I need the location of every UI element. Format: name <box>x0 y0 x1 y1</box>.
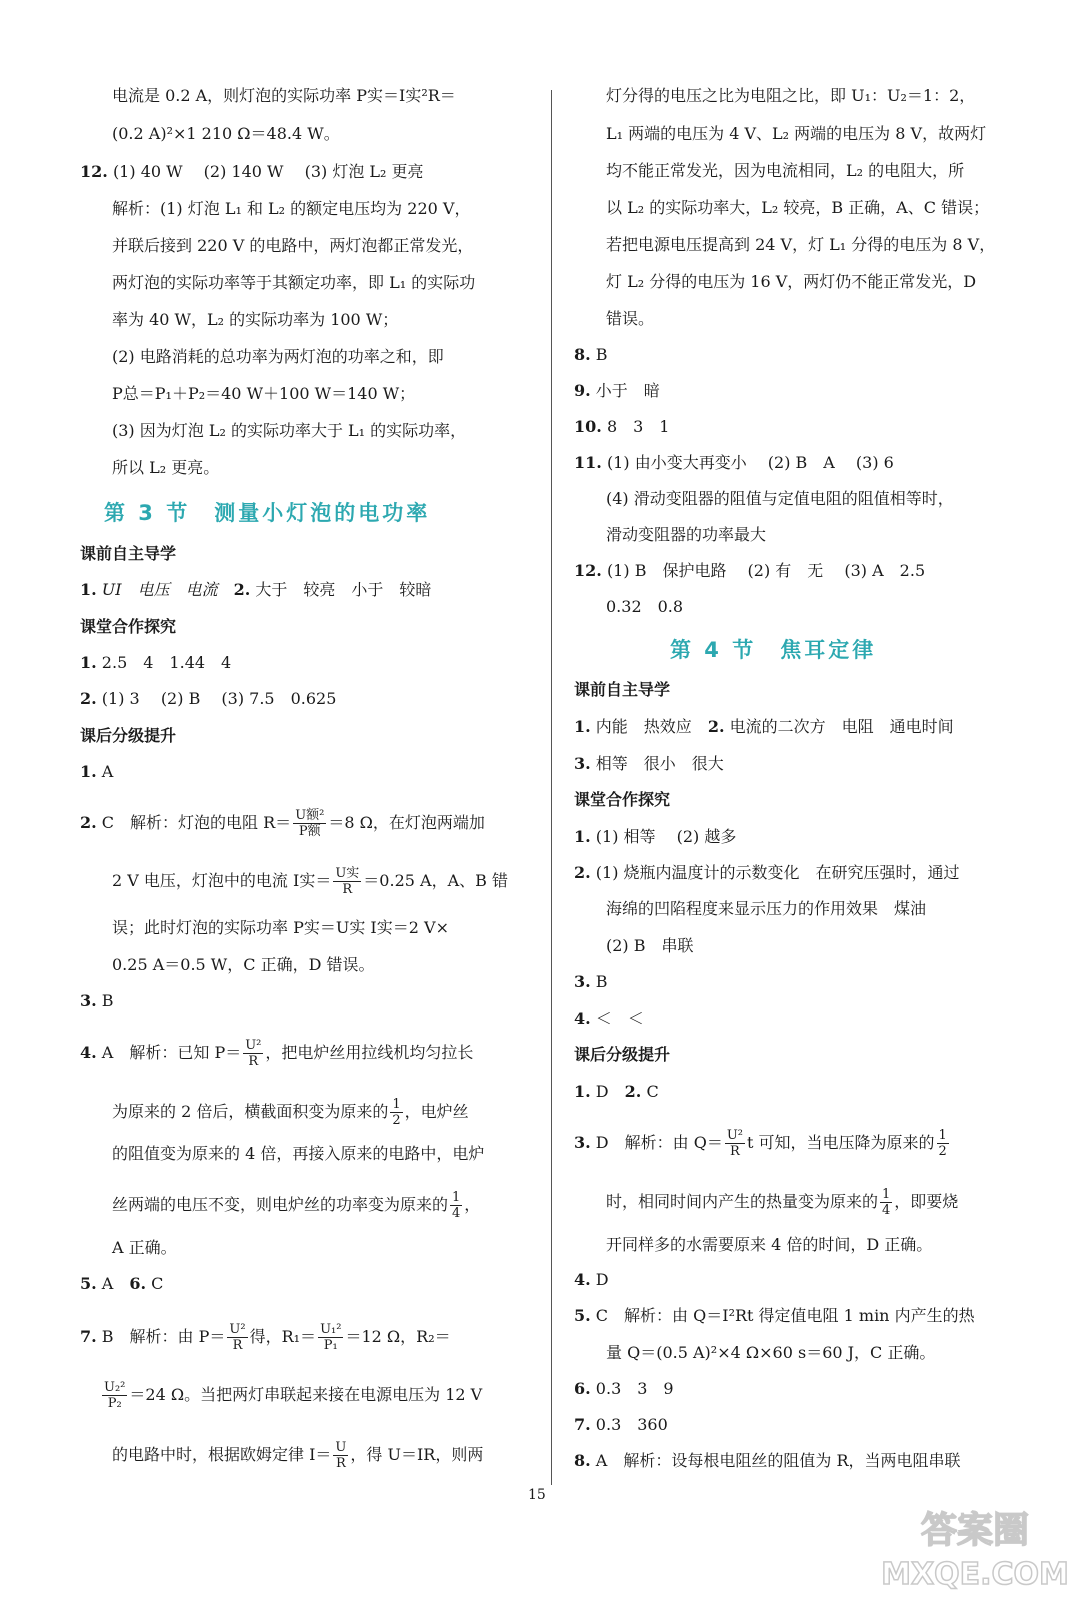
answer-line: 4. ＜ ＜ <box>574 1009 644 1028</box>
answer-line: 7. 0.3 360 <box>574 1415 668 1434</box>
answer-line: 12. (1) B 保护电路 (2) 有 无 (3) A 2.5 <box>574 561 926 580</box>
item-number: 12. <box>574 561 602 580</box>
answer-line: 8. A 解析：设每根电阻丝的阻值为 R，当两电阻串联 <box>574 1451 961 1470</box>
section-title-3: 第 3 节 测量小灯泡的电功率 <box>104 501 431 525</box>
item-number: 1. <box>80 580 97 599</box>
fraction: $\frac{\text{U额²}}{\text{P额}}$ <box>295 808 325 839</box>
subsection-heading: 课前自主导学 <box>574 680 671 699</box>
answer-line <box>80 991 114 1011</box>
answer-item-3: 3. D 解析：由 Q＝ $\frac{\text{U²}}{R}$ t 可知，当电压降为原来的 $\frac{1}{2}$ <box>574 1128 947 1159</box>
subsection-heading: 课后分级提升 <box>574 1045 671 1064</box>
item-number: 9. <box>574 381 591 400</box>
text-line: 0.32 0.8 <box>606 597 684 616</box>
answer-line: 5. A 6. C <box>80 1274 164 1293</box>
fraction: $\frac{\text{U₁²}}{\text{P₁}}$ <box>320 1322 342 1353</box>
text-line: 灯 L₂ 分得的电压为 16 V，两灯仍不能正常发光，D <box>606 272 977 291</box>
text-line: 以 L₂ 的实际功率大，L₂ 较亮，B 正确，A、C 错误； <box>606 198 990 217</box>
text-line: L₁ 两端的电压为 4 V、L₂ 两端的电压为 8 V，故两灯 <box>606 124 987 143</box>
text-line: 灯分得的电压之比为电阻之比，即 U₁：U₂＝1：2， <box>606 86 976 105</box>
item-number: 8. <box>574 345 591 364</box>
text-line: (1) 40 W (2) 140 W (3) 灯泡 L₂ 更亮 <box>112 162 424 181</box>
item-number: 4. <box>574 1009 591 1028</box>
text-line: 并联后接到 220 V 的电路中，两灯泡都正常发光， <box>112 236 474 255</box>
item-number: 1. <box>574 827 591 846</box>
text-line: 的电路中时，根据欧姆定律 I＝ $\frac{U}{R}$ ，得 U＝IR，则两 <box>112 1440 484 1471</box>
item-number: 2. <box>80 813 97 832</box>
answer-text: 大于 较亮 小于 较暗 <box>255 580 432 599</box>
column-divider <box>551 90 552 1485</box>
item-number: 6. <box>129 1274 147 1293</box>
text-line: 所以 L₂ 更亮。 <box>112 458 220 477</box>
answer-line: 5. C 解析：由 Q＝I²Rt 得定值电阻 1 min 内产生的热 <box>574 1306 975 1325</box>
answer-item-2 <box>80 808 485 839</box>
answer-text: B <box>101 991 114 1010</box>
fraction: $\frac{\text{U₂²}}{\text{P₂}}$ <box>104 1380 126 1411</box>
answer-line <box>80 580 431 600</box>
item-number: 8. <box>574 1451 591 1470</box>
answer-line: 1. 内能 热效应 2. 电流的二次方 电阻 通电时间 <box>574 717 954 736</box>
answer-line: 3. B <box>574 972 608 991</box>
page-number: 15 <box>528 1487 546 1503</box>
text-line: (4) 滑动变阻器的阻值与定值电阻的阻值相等时， <box>606 489 954 508</box>
item-number: 2. <box>707 717 725 736</box>
item-number: 3. <box>574 1133 591 1152</box>
fraction: $\frac{1}{2}$ <box>938 1128 947 1159</box>
fraction: $\frac{\text{U²}}{R}$ <box>229 1322 246 1353</box>
fraction: $\frac{1}{2}$ <box>392 1097 401 1128</box>
item-number: 2. <box>80 689 97 708</box>
answer-text: (1) 3 (2) B (3) 7.5 0.625 <box>101 689 337 708</box>
fraction: $\frac{\text{U²}}{R}$ <box>245 1038 262 1069</box>
item-number: 12. <box>80 162 108 181</box>
fraction: $\frac{1}{4}$ <box>452 1190 461 1221</box>
item-number: 3. <box>574 754 591 773</box>
item-number: 2. <box>574 863 591 882</box>
fraction: $\frac{U}{R}$ <box>335 1440 347 1471</box>
fraction: $\frac{\text{U实}}{R}$ <box>335 866 360 897</box>
answer-text: A <box>101 762 114 781</box>
item-number: 4. <box>574 1270 591 1289</box>
item-number: 2. <box>624 1082 642 1101</box>
watermark-text: 答案圈 <box>920 1510 1030 1551</box>
answer-item-12 <box>80 162 424 182</box>
item-number: 1. <box>574 1082 591 1101</box>
answer-text: UI 电压 电流 <box>101 580 234 599</box>
item-number: 10. <box>574 417 602 436</box>
answer-line: 10. 8 3 1 <box>574 417 670 436</box>
answer-line: 2. (1) 烧瓶内温度计的示数变化 在研究压强时，通过 <box>574 863 960 882</box>
item-number: 3. <box>80 991 97 1010</box>
text-line: 若把电源电压提高到 24 V，灯 L₁ 分得的电压为 8 V， <box>606 235 996 254</box>
text-line: 两灯泡的实际功率等于其额定功率，即 L₁ 的实际功 <box>112 273 476 292</box>
item-number: 4. <box>80 1043 97 1062</box>
item-number: 1. <box>80 762 97 781</box>
answer-line: 9. 小于 暗 <box>574 381 660 400</box>
text-line: (2) B 串联 <box>606 936 694 955</box>
text-line: 率为 40 W，L₂ 的实际功率为 100 W； <box>112 310 399 329</box>
text-line: (2) 电路消耗的总功率为两灯泡的功率之和，即 <box>112 347 444 366</box>
text-line: 丝两端的电压不变，则电炉丝的功率变为原来的 $\frac{1}{4}$ ， <box>112 1190 481 1221</box>
answer-line: 8. B <box>574 345 608 364</box>
item-number: 1. <box>80 653 97 672</box>
text-line: 滑动变阻器的功率最大 <box>606 525 767 544</box>
item-number: 2. <box>233 580 251 599</box>
text-line: 开同样多的水需要原来 4 倍的时间，D 正确。 <box>606 1235 933 1254</box>
text-line: 2 V 电压，灯泡中的电流 I实＝ $\frac{\text{U实}}{R}$ ＝0.25 A，A、B 错 <box>112 866 508 897</box>
subsection-heading: 课前自主导学 <box>80 544 177 563</box>
answer-text: C 解析：灯泡的电阻 R＝ <box>101 813 292 832</box>
fraction: $\frac{\text{U²}}{R}$ <box>726 1128 744 1159</box>
text-line: 均不能正常发光，因为电流相同，L₂ 的电阻大，所 <box>606 161 965 180</box>
section-title-4: 第 4 节 焦耳定律 <box>670 638 877 662</box>
answer-item-7: 7. B 解析：由 P＝ $\frac{\text{U²}}{R}$ 得，R₁＝ $\frac{\text{U₁²}}{\text{P₁}}$ ＝12 Ω，R₂＝ <box>80 1322 451 1353</box>
fraction: $\frac{1}{4}$ <box>882 1187 891 1218</box>
subsection-heading: 课堂合作探究 <box>80 617 177 636</box>
answer-line: 4. D <box>574 1270 609 1289</box>
text-line: 0.25 A＝0.5 W，C 正确，D 错误。 <box>112 955 375 974</box>
answer-line <box>80 762 113 782</box>
answer-text: 2.5 4 1.44 4 <box>101 653 232 672</box>
watermark-logo <box>880 1500 1070 1595</box>
answer-line: 1. (1) 相等 (2) 越多 <box>574 827 737 846</box>
text-line: 海绵的凹陷程度来显示压力的作用效果 煤油 <box>606 899 927 918</box>
text-line: 时，相同时间内产生的热量变为原来的 $\frac{1}{4}$ ，即要烧 <box>606 1187 959 1218</box>
item-number: 7. <box>80 1327 97 1346</box>
item-number: 7. <box>574 1415 591 1434</box>
subsection-heading: 课后分级提升 <box>80 726 177 745</box>
text-line: 解析：(1) 灯泡 L₁ 和 L₂ 的额定电压均为 220 V， <box>112 199 471 218</box>
text-line: 电流是 0.2 A，则灯泡的实际功率 P实＝I实²R＝ <box>112 86 456 105</box>
item-number: 11. <box>574 453 602 472</box>
text-line: 为原来的 2 倍后，横截面积变为原来的 $\frac{1}{2}$ ，电炉丝 <box>112 1097 469 1128</box>
text-line: (0.2 A)²×1 210 Ω＝48.4 W。 <box>112 124 340 143</box>
text-line: 量 Q＝(0.5 A)²×4 Ω×60 s＝60 J，C 正确。 <box>606 1343 936 1362</box>
text-line: 错误。 <box>606 309 655 328</box>
answer-line: 3. 相等 很小 很大 <box>574 754 724 773</box>
text-line: 的阻值变为原来的 4 倍，再接入原来的电路中，电炉 <box>112 1144 485 1163</box>
answer-item-4: 4. A 解析：已知 P＝ $\frac{\text{U²}}{R}$ ，把电炉丝用拉线机均匀拉长 <box>80 1038 474 1069</box>
item-number: 6. <box>574 1379 591 1398</box>
text-line: A 正确。 <box>112 1238 177 1257</box>
text-line: 误；此时灯泡的实际功率 P实＝U实 I实＝2 V× <box>112 918 449 937</box>
subsection-heading: 课堂合作探究 <box>574 790 671 809</box>
text-line: $\frac{\text{U₂²}}{\text{P₂}}$ ＝24 Ω。当把两灯串联起来接在电源电压为 12 V <box>104 1380 483 1411</box>
item-number: 3. <box>574 972 591 991</box>
item-number: 5. <box>574 1306 591 1325</box>
item-number: 1. <box>574 717 591 736</box>
item-number: 5. <box>80 1274 97 1293</box>
answer-line: 6. 0.3 3 9 <box>574 1379 674 1398</box>
answer-line <box>80 689 336 709</box>
answer-line <box>80 653 231 673</box>
text-line: (3) 因为灯泡 L₂ 的实际功率大于 L₁ 的实际功率， <box>112 421 467 440</box>
answer-line: 11. (1) 由小变大再变小 (2) B A (3) 6 <box>574 453 894 472</box>
answer-line: 1. D 2. C <box>574 1082 659 1101</box>
watermark-url: MXQE.COM <box>881 1557 1069 1592</box>
text-line: P总＝P₁＋P₂＝40 W＋100 W＝140 W； <box>112 384 416 403</box>
answer-text: ＝8 Ω，在灯泡两端加 <box>328 813 485 832</box>
